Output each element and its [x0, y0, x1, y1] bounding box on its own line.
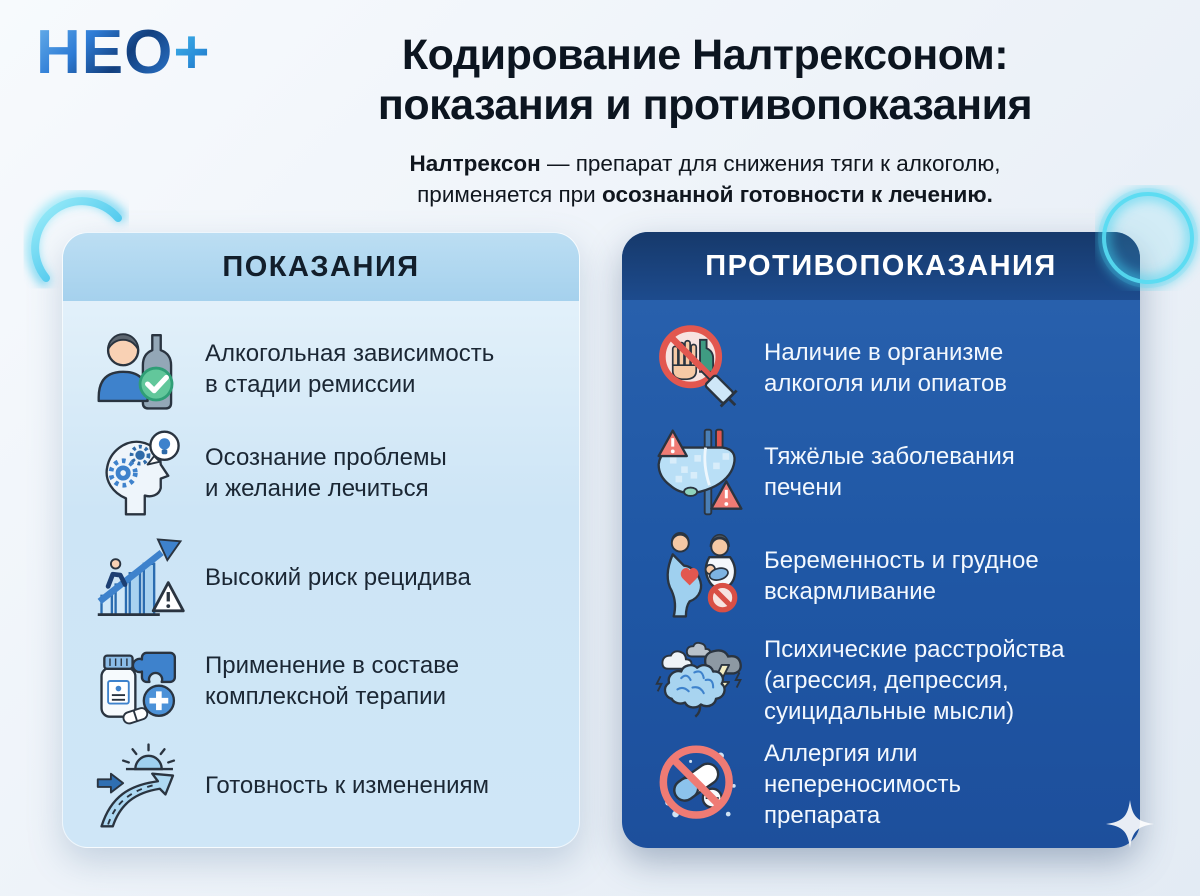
- item-text: Применение в составе комплексной терапии: [205, 652, 460, 710]
- item-text: Алкогольная зависимость в стадии ремиссии: [205, 340, 495, 398]
- allergy-icon: [648, 737, 752, 831]
- list-item: [89, 319, 563, 419]
- list-item: [89, 735, 563, 835]
- no-alcohol-opiates-icon: [648, 321, 752, 415]
- logo-text: НЕО: [36, 18, 174, 87]
- item-text: Аллергия или непереносимость препарата: [764, 739, 961, 829]
- subtitle-line-2: [225, 179, 1185, 210]
- item-text: Психические расстройства (агрессия, депрессия, суицидальные мысли): [764, 635, 1065, 725]
- list-item: [89, 527, 563, 627]
- subtitle-rest: — препарат для снижения тяги к алкоголю,: [540, 151, 1001, 176]
- pregnancy-icon: [648, 529, 752, 623]
- list-item: [89, 423, 563, 523]
- item-text: Осознание проблемы и желание лечиться: [205, 444, 447, 502]
- mental-disorders-icon: [648, 633, 752, 727]
- indications-card: [62, 232, 580, 848]
- cards-row: [62, 232, 1140, 848]
- list-item: [648, 422, 1124, 522]
- list-item: [648, 630, 1124, 730]
- relapse-risk-icon: [89, 530, 193, 624]
- readiness-icon: [89, 738, 193, 832]
- indications-list: [63, 301, 579, 835]
- complex-therapy-icon: [89, 634, 193, 728]
- subtitle-bold-readiness: осознанной готовности к лечению.: [602, 182, 993, 207]
- contraindications-header: ПРОТИВОПОКАЗАНИЯ: [622, 232, 1140, 300]
- contraindications-card: [622, 232, 1140, 848]
- item-text: Наличие в организме алкоголя или опиатов: [764, 339, 1008, 397]
- item-text: Беременность и грудное вскармливание: [764, 547, 1039, 605]
- page-subtitle: [225, 148, 1185, 210]
- contraindications-list: [622, 300, 1140, 834]
- list-item: [648, 526, 1124, 626]
- subtitle-bold-drug: Налтрексон: [409, 151, 541, 176]
- list-item: [648, 734, 1124, 834]
- title-line-1: Кодирование Налтрексоном:: [401, 31, 1009, 79]
- item-text: Готовность к изменениям: [205, 771, 489, 799]
- subtitle-line-1: [225, 148, 1185, 179]
- subtitle-plain: применяется при: [417, 182, 603, 207]
- indications-header: ПОКАЗАНИЯ: [63, 233, 579, 301]
- title-line-2: показания и противопоказания: [377, 81, 1033, 129]
- header-block: [225, 30, 1185, 210]
- item-text: Тяжёлые заболевания печени: [764, 443, 1015, 501]
- list-item: [648, 318, 1124, 418]
- remission-icon: [89, 322, 193, 416]
- liver-disease-icon: [648, 425, 752, 519]
- neo-plus-logo: [36, 18, 211, 87]
- item-text: Высокий риск рецидива: [205, 563, 471, 591]
- logo-plus-icon: +: [173, 18, 211, 87]
- page-title: [225, 30, 1185, 130]
- list-item: [89, 631, 563, 731]
- awareness-icon: [89, 426, 193, 520]
